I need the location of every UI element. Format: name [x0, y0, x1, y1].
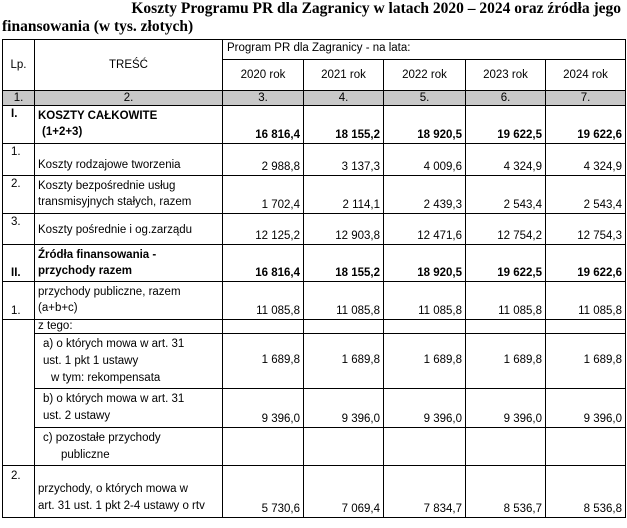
document-title — [2, 0, 625, 36]
row-lp: 1. — [3, 282, 35, 320]
row-label: c) pozostałe przychody publiczne — [35, 428, 223, 466]
row-value: 19 622,5 — [466, 106, 546, 144]
col-number: 1. — [3, 91, 35, 106]
row-value: 4 324,9 — [546, 144, 626, 176]
header-year: 2024 rok — [546, 60, 626, 91]
row-label: Koszty pośrednie i og.zarządu — [35, 214, 223, 245]
row-value — [223, 428, 304, 466]
row-value: 16 816,4 — [223, 106, 304, 144]
col-number: 7. — [546, 91, 626, 106]
row-value: 18 155,2 — [304, 106, 384, 144]
costs-table — [2, 39, 626, 518]
row-lp: 2. — [3, 466, 35, 518]
row-value: 1 689,8 — [546, 334, 626, 389]
column-numbers-row — [3, 91, 626, 106]
row-value — [384, 428, 466, 466]
table-row — [3, 245, 626, 282]
row-label: a) o których mowa w art. 31 ust. 1 pkt 1 ustawy w tym: rekompensata — [35, 334, 223, 389]
row-value: 8 536,8 — [546, 466, 626, 518]
row-label: b) o których mowa w art. 31 ust. 2 ustawy — [35, 389, 223, 428]
row-value: 11 085,8 — [223, 282, 304, 320]
row-value: 9 396,0 — [546, 389, 626, 428]
row-label: Źródła finansowania - przychody razem — [35, 245, 223, 282]
row-value — [466, 320, 546, 334]
row-value — [546, 428, 626, 466]
row-value: 9 396,0 — [384, 389, 466, 428]
row-value: 19 622,5 — [466, 245, 546, 282]
row-label: Koszty rodzajowe tworzenia — [35, 144, 223, 176]
row-value: 1 689,8 — [466, 334, 546, 389]
table-row — [3, 106, 626, 144]
row-value: 18 155,2 — [304, 245, 384, 282]
row-value: 2 988,8 — [223, 144, 304, 176]
title-line-2: finansowania (w tys. złotych) — [2, 18, 194, 35]
row-value — [223, 320, 304, 334]
col-number: 6. — [466, 91, 546, 106]
row-lp: I. — [3, 106, 35, 144]
row-lp — [3, 389, 35, 428]
row-value: 7 069,4 — [304, 466, 384, 518]
row-value: 1 702,4 — [223, 176, 304, 214]
table-row — [3, 282, 626, 320]
table-row — [3, 389, 626, 428]
row-value: 9 396,0 — [466, 389, 546, 428]
row-value: 12 471,6 — [384, 214, 466, 245]
table-row — [3, 428, 626, 466]
row-value: 2 439,3 — [384, 176, 466, 214]
row-lp: 1. — [3, 144, 35, 176]
row-value — [384, 320, 466, 334]
row-value: 11 085,8 — [546, 282, 626, 320]
row-value: 7 834,7 — [384, 466, 466, 518]
row-lp — [3, 428, 35, 466]
row-value: 2 114,1 — [304, 176, 384, 214]
row-value: 1 689,8 — [384, 334, 466, 389]
row-value: 19 622,6 — [546, 106, 626, 144]
col-number: 4. — [304, 91, 384, 106]
row-value: 1 689,8 — [304, 334, 384, 389]
row-value: 4 324,9 — [466, 144, 546, 176]
row-value: 4 009,6 — [384, 144, 466, 176]
row-value: 11 085,8 — [384, 282, 466, 320]
row-value: 9 396,0 — [223, 389, 304, 428]
row-value: 1 689,8 — [223, 334, 304, 389]
table-row — [3, 144, 626, 176]
row-value: 2 543,4 — [546, 176, 626, 214]
row-lp: 3. — [3, 214, 35, 245]
header-row-1 — [3, 40, 626, 60]
row-value — [466, 428, 546, 466]
row-label: przychody publiczne, razem (a+b+c) — [35, 282, 223, 320]
table-row — [3, 176, 626, 214]
header-lp: Lp. — [3, 40, 35, 91]
row-value: 2 543,4 — [466, 176, 546, 214]
row-value: 3 137,3 — [304, 144, 384, 176]
header-year: 2021 rok — [304, 60, 384, 91]
row-value — [304, 428, 384, 466]
col-number: 2. — [35, 91, 223, 106]
row-value: 11 085,8 — [466, 282, 546, 320]
row-lp: II. — [3, 245, 35, 282]
row-value: 12 125,2 — [223, 214, 304, 245]
row-value: 19 622,6 — [546, 245, 626, 282]
row-value: 11 085,8 — [304, 282, 384, 320]
title-line-1: Koszty Programu PR dla Zagranicy w latach 2020 – 2024 oraz źródła jego — [131, 0, 621, 17]
row-label: przychody, o których mowa w art. 31 ust. 1 pkt 2-4 ustawy o rtv — [35, 466, 223, 518]
row-lp: 2. — [3, 176, 35, 214]
row-value: 18 920,5 — [384, 245, 466, 282]
row-value: 12 754,3 — [546, 214, 626, 245]
header-program: Program PR dla Zagranicy - na lata: — [223, 40, 626, 60]
row-value: 9 396,0 — [304, 389, 384, 428]
row-value: 18 920,5 — [384, 106, 466, 144]
table-row — [3, 320, 626, 334]
row-value: 12 903,8 — [304, 214, 384, 245]
row-value: 12 754,2 — [466, 214, 546, 245]
header-tresc: TREŚĆ — [35, 40, 223, 91]
table-row — [3, 334, 626, 389]
row-value — [546, 320, 626, 334]
row-lp — [3, 320, 35, 334]
row-lp — [3, 334, 35, 389]
table-row — [3, 466, 626, 518]
row-label: z tego: — [35, 320, 223, 334]
row-value: 16 816,4 — [223, 245, 304, 282]
row-value: 5 730,6 — [223, 466, 304, 518]
col-number: 5. — [384, 91, 466, 106]
row-label: Koszty bezpośrednie usług transmisyjnych stałych, razem — [35, 176, 223, 214]
col-number: 3. — [223, 91, 304, 106]
row-label: KOSZTY CAŁKOWITE (1+2+3) — [35, 106, 223, 144]
row-value: 8 536,7 — [466, 466, 546, 518]
header-year: 2020 rok — [223, 60, 304, 91]
row-value — [304, 320, 384, 334]
header-year: 2022 rok — [384, 60, 466, 91]
header-year: 2023 rok — [466, 60, 546, 91]
table-row — [3, 214, 626, 245]
